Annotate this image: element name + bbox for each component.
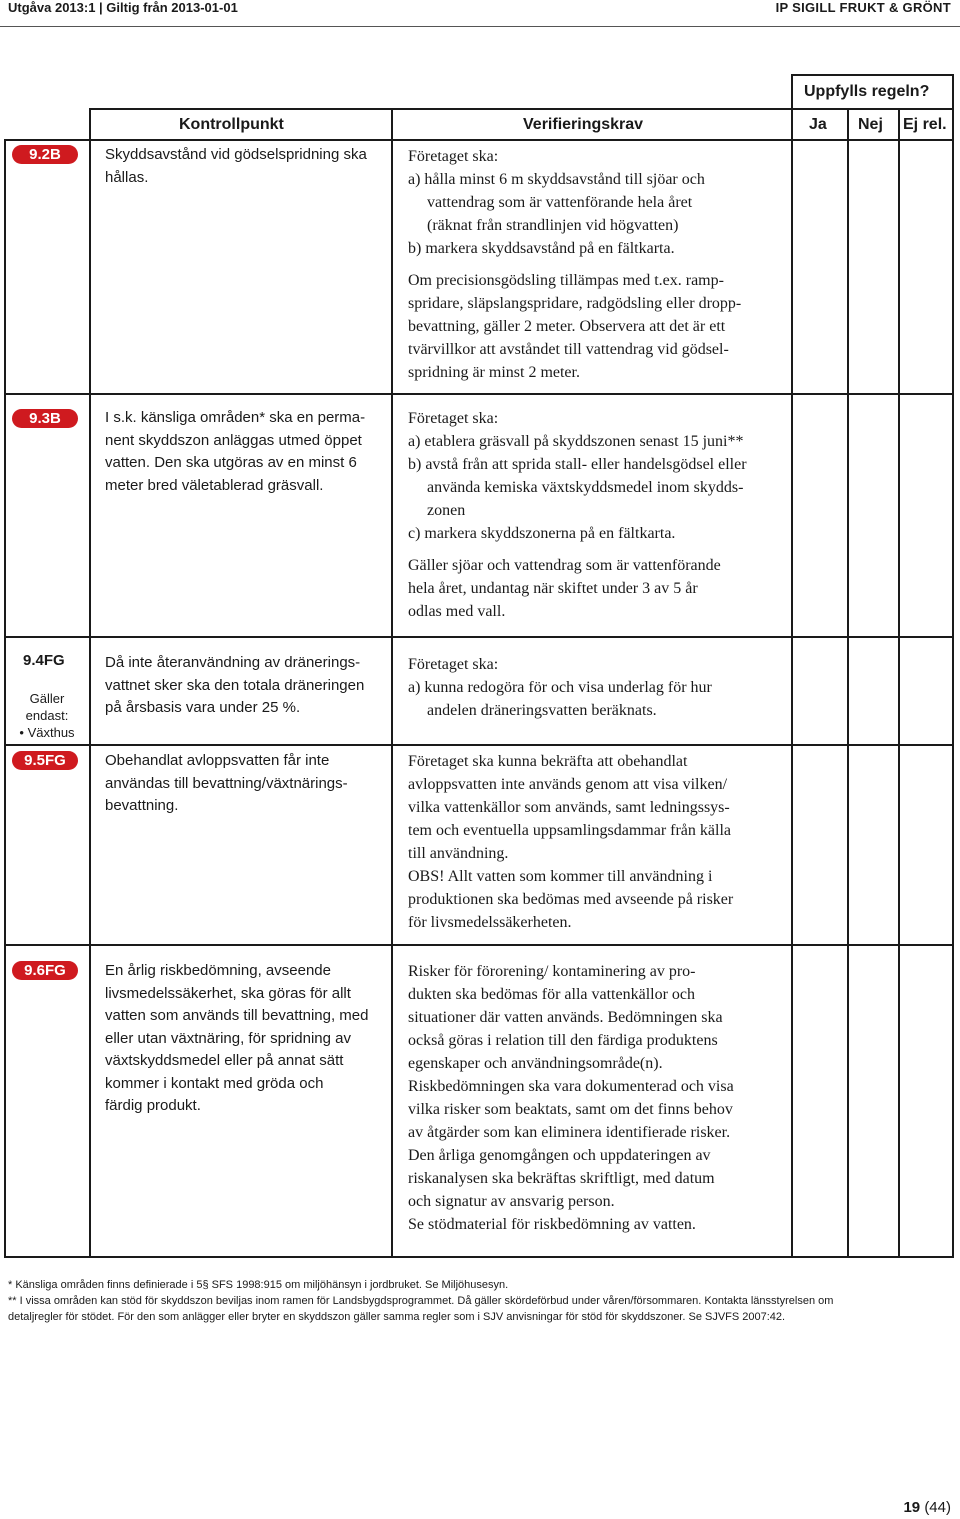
vk-line: och signatur av ansvarig person. <box>408 1193 615 1210</box>
header-bottom <box>4 139 954 141</box>
header-top <box>89 108 954 110</box>
vk-line: till användning. <box>408 845 509 862</box>
kp-line: vatten som används till bevattning, med <box>105 1007 369 1024</box>
vk-item: c) markera skyddszonerna på en fältkarta. <box>408 525 676 542</box>
vk-line: OBS! Allt vatten som kommer till användning i <box>408 868 713 885</box>
footnote: * Känsliga områden finns definierade i 5§ SFS 1998:915 om miljöhänsyn i jordbruket. Se Miljöhusesyn. <box>8 1279 509 1291</box>
vk-line: vilka risker som beaktats, samt om det finns behov <box>408 1101 733 1118</box>
vk-intro: Företaget ska: <box>408 148 499 165</box>
vk-item: b) avstå från att sprida stall- eller handelsgödsel eller <box>408 456 747 473</box>
row-divider-3 <box>4 744 954 746</box>
vk-note-line: bevattning, gäller 2 meter. Observera att det är ett <box>408 318 726 335</box>
col-divider-kp <box>89 108 91 1258</box>
kontrollpunkt-text <box>105 750 387 818</box>
vk-line: produktionen ska bedömas med avseende på risker <box>408 891 734 908</box>
row-divider-2 <box>4 636 954 638</box>
vk-line: av åtgärder som kan eliminera identifierade risker. <box>408 1124 731 1141</box>
vk-line: riskanalysen ska bekräftas skriftligt, med datum <box>408 1170 715 1187</box>
col-header-nej: Nej <box>858 116 883 133</box>
kp-line: bevattning. <box>105 797 179 814</box>
kp-line: Då inte återanvändning av dränerings- <box>105 654 361 671</box>
vk-line: för livsmedelssäkerheten. <box>408 914 572 931</box>
page-current: 19 <box>903 1499 921 1516</box>
vk-note-line: spridare, släpslangspridare, radgödsling eller dropp- <box>408 295 742 312</box>
vk-note-line: odlas med vall. <box>408 603 506 620</box>
vk-item: a) hålla minst 6 m skyddsavstånd till sjöar och <box>408 171 705 188</box>
footnotes <box>8 1277 953 1325</box>
page-number <box>903 1499 951 1516</box>
row-id-badge: 9.3B <box>12 409 78 428</box>
kp-line: färdig produkt. <box>105 1097 201 1114</box>
kp-line: på årsbasis vara under 25 %. <box>105 699 301 716</box>
vk-note-line: spridning är minst 2 meter. <box>408 364 580 381</box>
vk-line: avloppsvatten inte används genom att visa vilken/ <box>408 776 728 793</box>
footnote: ** I vissa områden kan stöd för skyddszon beviljas inom ramen för Landsbygdsprogrammet. Då gäller skördeförbud under våren/försommaren. Kontakta länsstyrelsen om <box>8 1295 834 1307</box>
vk-line: Riskbedömningen ska vara dokumenterad och visa <box>408 1078 734 1095</box>
uppfylls-top <box>791 74 954 76</box>
vk-item-cont: vattendrag som är vattenförande hela året <box>427 194 693 211</box>
brand-label: IP SIGILL FRUKT & GRÖNT <box>775 0 951 15</box>
vk-line: vilka vattenkällor som används, samt ledningssys- <box>408 799 730 816</box>
vk-item-cont: zonen <box>427 502 466 519</box>
col-header-verifieringskrav: Verifieringskrav <box>523 116 644 133</box>
vk-line: Den årliga genomgången och uppdateringen av <box>408 1147 711 1164</box>
vk-line: tem och eventuella uppsamlingsdammar från källa <box>408 822 731 839</box>
kontrollpunkt-text <box>105 960 387 1118</box>
vk-item: b) markera skyddsavstånd på en fältkarta. <box>408 240 675 257</box>
kp-line: hållas. <box>105 168 149 186</box>
vk-line: Företaget ska kunna bekräfta att obehandlat <box>408 753 688 770</box>
applies-line: Gäller <box>29 691 65 706</box>
kp-line: Obehandlat avloppsvatten får inte <box>105 752 330 769</box>
edition-label: Utgåva 2013:1 | Giltig från 2013-01-01 <box>8 0 238 15</box>
applies-line: endast: <box>25 708 69 723</box>
vk-note-line: Gäller sjöar och vattendrag som är vattenförande <box>408 557 721 574</box>
applies-line: • Växthus <box>19 725 75 740</box>
vk-intro: Företaget ska: <box>408 410 499 427</box>
table-border-right <box>952 74 954 1258</box>
verifieringskrav-text <box>408 653 783 722</box>
kp-line: I s.k. känsliga områden* ska en perma- <box>105 409 366 426</box>
vk-item: a) kunna redogöra för och visa underlag för hur <box>408 679 712 696</box>
table-border-left <box>4 140 6 1258</box>
table-bottom <box>4 1256 954 1258</box>
kontrollpunkt-text <box>105 652 387 720</box>
verifieringskrav-text <box>408 960 783 1236</box>
spacer <box>408 260 783 269</box>
col-divider-ejrel <box>898 108 900 1258</box>
vk-line: dukten ska bedömas för alla vattenkällor och <box>408 986 696 1003</box>
kp-line: användas till bevattning/växtnärings- <box>105 774 348 792</box>
row-divider-4 <box>4 944 954 946</box>
kp-line: Skyddsavstånd vid gödselspridning ska <box>105 146 367 163</box>
kp-line: livsmedelssäkerhet, ska göras för allt <box>105 984 351 1002</box>
col-divider-vk <box>391 108 393 1258</box>
vk-item-cont: använda kemiska växtskyddsmedel inom skydds- <box>427 479 744 496</box>
vk-note-line: hela året, undantag när skiftet under 3 av 5 år <box>408 580 698 597</box>
vk-item: a) etablera gräsvall på skyddszonen senast 15 juni** <box>408 433 744 450</box>
vk-note-line: tvärvillkor att avståndet till vattendrag vid gödsel- <box>408 341 729 358</box>
vk-line: situationer där vatten används. Bedömningen ska <box>408 1009 723 1026</box>
row-id-badge: 9.5FG <box>12 751 78 770</box>
spacer <box>408 545 783 554</box>
col-divider-ja <box>791 74 793 1258</box>
kontrollpunkt-text <box>105 144 387 189</box>
vk-line: egenskaper och användningsområde(n). <box>408 1055 663 1072</box>
col-header-ja: Ja <box>809 116 827 133</box>
kp-line: meter bred väletablerad gräsvall. <box>105 476 324 494</box>
vk-intro: Företaget ska: <box>408 656 499 673</box>
kontrollpunkt-text <box>105 407 387 497</box>
col-header-kontrollpunkt: Kontrollpunkt <box>179 116 284 133</box>
compliance-header: Uppfylls regeln? <box>804 83 930 100</box>
row-divider-1 <box>4 393 954 395</box>
vk-line: Se stödmaterial för riskbedömning av vatten. <box>408 1216 696 1233</box>
kp-line: vattnet sker ska den totala dräneringen <box>105 676 365 694</box>
kp-line: kommer i kontakt med gröda och <box>105 1074 324 1092</box>
row-id-badge: 9.2B <box>12 145 78 164</box>
vk-note-line: Om precisionsgödsling tillämpas med t.ex. ramp- <box>408 272 724 289</box>
kp-line: nent skyddszon anläggas utmed öppet <box>105 431 362 449</box>
kp-line: vatten. Den ska utgöras av en minst 6 <box>105 454 357 471</box>
header-divider <box>0 26 960 27</box>
verifieringskrav-text <box>408 750 783 934</box>
verifieringskrav-text <box>408 145 783 384</box>
applies-note <box>8 690 86 741</box>
col-divider-nej <box>847 108 849 1258</box>
kp-line: växtskyddsmedel eller på annat sätt <box>105 1052 344 1069</box>
vk-line: Risker för förorening/ kontaminering av pro- <box>408 963 696 980</box>
row-id-label: 9.4FG <box>23 652 65 669</box>
vk-line: också göras i relation till den färdiga produktens <box>408 1032 718 1049</box>
vk-item-cont: andelen dräneringsvatten beräknats. <box>427 702 657 719</box>
footnote: detaljregler för stödet. För den som anlägger eller bryter en skyddszon gäller samma regler som i SJV anvisningar för stöd för skyddszoner. Se SJVFS 2007:42. <box>8 1311 786 1323</box>
kp-line: En årlig riskbedömning, avseende <box>105 962 331 979</box>
row-id-badge: 9.6FG <box>12 961 78 980</box>
verifieringskrav-text <box>408 407 783 623</box>
vk-item-cont: (räknat från strandlinjen vid högvatten) <box>427 217 679 234</box>
page-total: (44) <box>924 1499 951 1516</box>
kp-line: eller utan växtnäring, för spridning av <box>105 1029 351 1047</box>
col-header-ejrel: Ej rel. <box>903 116 947 133</box>
